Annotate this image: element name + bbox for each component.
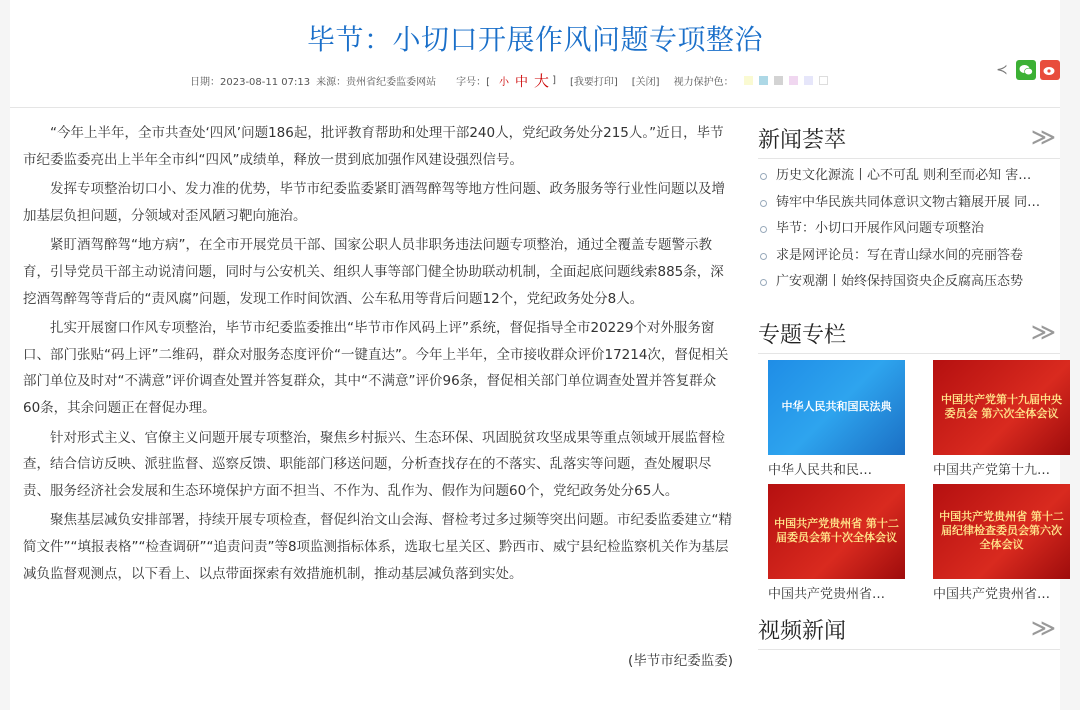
article-paragraph: 发挥专项整治切口小、发力准的优势，毕节市纪委监委紧盯酒驾醉驾等地方性问题、政务服务等行业性问题以及增加基层负担问题，分领域对歪风陋习靶向施治。 bbox=[23, 181, 725, 224]
article-body bbox=[23, 120, 733, 669]
special-card[interactable] bbox=[933, 360, 1070, 478]
wechat-icon[interactable] bbox=[1016, 60, 1036, 80]
special-thumb-image: 中华人民共和国民法典 bbox=[768, 360, 905, 455]
font-size-bracket: ] bbox=[552, 75, 556, 86]
eye-care-swatch[interactable] bbox=[789, 76, 798, 85]
eye-care-swatch[interactable] bbox=[759, 76, 768, 85]
bullet-icon bbox=[760, 253, 767, 260]
publish-date: 日期：2023-08-11 07:13 bbox=[190, 77, 311, 88]
special-thumb-image: 中国共产党第十九届中央委员会 第六次全体会议 bbox=[933, 360, 1070, 455]
news-item-title: 铸牢中华民族共同体意识文物古籍展开展 同… bbox=[776, 194, 1041, 210]
eye-care-swatches bbox=[744, 76, 834, 85]
article-meta bbox=[190, 70, 840, 91]
special-section-header bbox=[758, 310, 1060, 354]
bullet-icon bbox=[760, 173, 767, 180]
news-item-title: 毕节：小切口开展作风问题专项整治 bbox=[776, 221, 985, 237]
special-card[interactable] bbox=[768, 484, 905, 602]
video-section-title: 视频新闻 bbox=[758, 618, 847, 644]
news-more-icon[interactable]: ≫ bbox=[1030, 123, 1056, 151]
news-list-item[interactable] bbox=[758, 163, 1060, 190]
special-thumb-image: 中国共产党贵州省 第十二届委员会第十次全体会议 bbox=[768, 484, 905, 579]
news-item-title: 历史文化源流丨心不可乱 则利至而必知 害… bbox=[776, 168, 1032, 183]
article-paragraph: 扎实开展窗口作风专项整治，毕节市纪委监委推出“毕节市作风码上评”系统，督促指导全市20229个对外服务窗口、部门张贴“码上评”二维码，群众对服务态度评价“一键直达”。今年上半年，全市接收群众评价17214次，督促相关部门单位及时对“不满意”评价调查处置并答复群众，其中“不满意”评价96条，督促相关部门单位调查处置并答复群众60条，其余问题正在督促办理。 bbox=[23, 320, 729, 416]
article-header bbox=[10, 0, 1060, 108]
news-list-item[interactable] bbox=[758, 243, 1060, 270]
eye-care-swatch[interactable] bbox=[744, 76, 753, 85]
article-paragraph: “今年上半年，全市共查处‘四风’问题186起，批评教育帮助和处理干部240人，党纪政务处分215人。”近日，毕节市纪委监委亮出上半年全市纠“四风”成绩单，释放一贯到底加强作风建设强烈信号。 bbox=[23, 125, 724, 168]
print-button[interactable]: [我要打印] bbox=[569, 77, 618, 88]
news-item-title: 求是网评论员：写在青山绿水间的亮丽答卷 bbox=[776, 247, 1024, 263]
bullet-icon bbox=[760, 226, 767, 233]
special-card[interactable] bbox=[933, 484, 1070, 602]
article-source-credit: (毕节市纪委监委) bbox=[627, 653, 733, 669]
special-card[interactable] bbox=[768, 360, 905, 478]
news-list bbox=[758, 163, 1060, 296]
page-title: 毕节：小切口开展作风问题专项整治 bbox=[306, 23, 763, 56]
share-bar bbox=[988, 60, 1060, 80]
article-source: 来源：贵州省纪委监委网站 bbox=[316, 77, 437, 88]
article-paragraph: 紧盯酒驾醉驾“地方病”，在全市开展党员干部、国家公职人员非职务违法问题专项整治，通过全覆盖专题警示教育，引导党员干部主动说清问题，同时与公安机关、组织人事等部门健全协助联动机制，全面起底问题线索885条，深挖酒驾醉驾等背后的“责风腐”问题，发现工作时间饮酒、公车私用等背后问题12个，党纪政务处分8人。 bbox=[23, 237, 724, 307]
special-card-caption: 中国共产党贵州省… bbox=[933, 586, 1051, 602]
share-icon[interactable]: ≺ bbox=[996, 62, 1008, 78]
video-more-icon[interactable]: ≫ bbox=[1030, 613, 1056, 642]
special-thumb-image: 中国共产党贵州省 第十二届纪律检查委员会第六次全体会议 bbox=[933, 484, 1070, 579]
special-card-caption: 中华人民共和民… bbox=[768, 462, 873, 478]
video-section-header bbox=[758, 606, 1060, 650]
eye-care-swatch[interactable] bbox=[804, 76, 813, 85]
eye-care-swatch[interactable] bbox=[819, 76, 828, 85]
special-card-caption: 中国共产党贵州省… bbox=[768, 586, 886, 602]
news-item-title: 广安观潮丨始终保持国资央企反腐高压态势 bbox=[776, 274, 1024, 290]
eye-care-swatch[interactable] bbox=[774, 76, 783, 85]
news-list-item[interactable] bbox=[758, 269, 1060, 296]
weibo-icon[interactable] bbox=[1040, 60, 1060, 80]
special-card-caption: 中国共产党第十九… bbox=[933, 462, 1051, 478]
special-section bbox=[758, 310, 1064, 602]
page bbox=[10, 0, 1064, 710]
bullet-icon bbox=[760, 279, 767, 286]
sidebar bbox=[758, 115, 1064, 650]
special-more-icon[interactable]: ≫ bbox=[1030, 317, 1056, 346]
eye-care-label: 视力保护色： bbox=[673, 77, 734, 88]
font-medium-button[interactable]: 中 bbox=[515, 75, 529, 90]
font-large-button[interactable]: 大 bbox=[534, 72, 550, 90]
news-section-title: 新闻荟萃 bbox=[758, 128, 847, 153]
news-list-item[interactable] bbox=[758, 190, 1060, 217]
special-grid bbox=[758, 360, 1064, 602]
font-small-button[interactable]: 小 bbox=[499, 77, 510, 88]
article-paragraph: 针对形式主义、官僚主义问题开展专项整治，聚焦乡村振兴、生态环保、巩固脱贫攻坚成果等重点领域开展监督检查，结合信访反映、派驻监督、巡察反馈、职能部门移送问题，分析查找存在的不落实、乱落实等问题，查处履职尽责、服务经济社会发展和生态环境保护方面不担当、不作为、乱作为、假作为问题60个，党纪政务处分65人。 bbox=[23, 429, 725, 499]
video-section bbox=[758, 606, 1060, 650]
special-section-title: 专题专栏 bbox=[758, 322, 847, 348]
news-section-header bbox=[758, 115, 1060, 159]
news-list-item[interactable] bbox=[758, 216, 1060, 243]
close-button[interactable]: [关闭] bbox=[631, 77, 660, 88]
article-paragraph: 聚焦基层减负安排部署，持续开展专项检查，督促纠治文山会海、督检考过多过频等突出问题。市纪委监委建立“精简文件”“填报表格”“检查调研”“追责问责”等8项监测指标体系，选取七星关区、黔西市、威宁县纪检监察机关作为基层减负监督观测点，以下看上、以点带面探索有效措施机制，推动基层减负落到实处。 bbox=[23, 512, 732, 582]
font-size-label: 字号：[ bbox=[456, 77, 491, 88]
bullet-icon bbox=[760, 200, 767, 207]
